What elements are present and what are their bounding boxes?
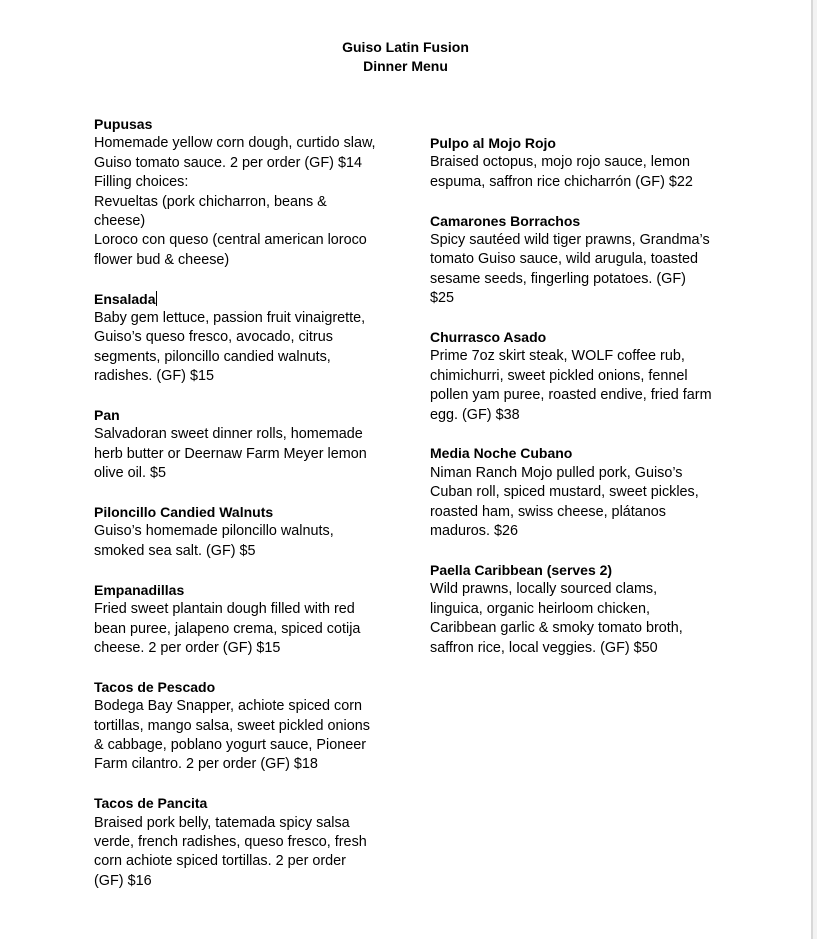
menu-title: Dinner Menu xyxy=(363,58,448,74)
menu-item-title: Pan xyxy=(94,407,120,424)
menu-item xyxy=(430,444,730,541)
menu-item-title: Tacos de Pescado xyxy=(94,678,216,695)
menu-item xyxy=(94,290,394,387)
menu-item xyxy=(94,406,394,484)
menu-item-title: Piloncillo Candied Walnuts xyxy=(94,504,274,521)
workspace-background xyxy=(813,0,817,939)
menu-item-title: Churrasco Asado xyxy=(430,329,547,346)
menu-item-description: Baby gem lettuce, passion fruit vinaigrette, Guiso’s queso fresco, avocado, citrus segments, piloncillo candied walnuts, radishes. (GF) $15 xyxy=(94,310,366,385)
menu-item xyxy=(94,581,394,659)
menu-item xyxy=(94,678,394,775)
menu-item-description: Salvadoran sweet dinner rolls, homemade herb butter or Deernaw Farm Meyer lemon olive oil. $5 xyxy=(94,426,367,482)
menu-item-description: Prime 7oz skirt steak, WOLF coffee rub, chimichurri, sweet pickled onions, fennel pollen yam puree, roasted endive, fried farm egg. (GF) $38 xyxy=(430,348,712,423)
menu-item-description: Wild prawns, locally sourced clams, linguica, organic heirloom chicken, Caribbean garlic & smoky tomato broth, saffron rice, local veggies. (GF) $50 xyxy=(430,581,683,656)
menu-item-description: Bodega Bay Snapper, achiote spiced corn tortillas, mango salsa, sweet pickled onions & cabbage, poblano yogurt sauce, Pioneer Farm cilantro. 2 per order (GF) $18 xyxy=(94,698,370,773)
right-column xyxy=(430,134,730,677)
menu-item xyxy=(94,115,394,270)
menu-item xyxy=(430,134,730,192)
menu-item-title: Ensalada xyxy=(94,290,156,307)
menu-item xyxy=(430,561,730,658)
menu-item-title: Pupusas xyxy=(94,116,153,132)
menu-item-title: Camarones Borrachos xyxy=(430,212,581,229)
restaurant-name: Guiso Latin Fusion xyxy=(342,39,469,55)
menu-item-description: Niman Ranch Mojo pulled pork, Guiso’s Cuban roll, spiced mustard, sweet pickles, roasted ham, swiss cheese, plátanos maduros. $26 xyxy=(430,464,699,540)
menu-item-description: Braised pork belly, tatemada spicy salsa verde, french radishes, queso fresco, fresh corn achiote spiced tortillas. 2 per order (GF) $16 xyxy=(94,814,367,889)
menu-item-title-with-cursor[interactable] xyxy=(94,290,394,309)
menu-item xyxy=(94,503,394,561)
menu-item xyxy=(430,328,730,425)
text-cursor xyxy=(156,291,157,306)
menu-item-description: Fried sweet plantain dough filled with red bean puree, jalapeno crema, spiced cotija cheese. 2 per order (GF) $15 xyxy=(94,601,361,656)
menu-item-title: Paella Caribbean (serves 2) xyxy=(430,561,613,578)
menu-item xyxy=(430,212,730,309)
menu-item-description: Spicy sautéed wild tiger prawns, Grandma’s tomato Guiso sauce, wild arugula, toasted sesame seeds, fingerling potatoes. (GF) $25 xyxy=(430,232,710,307)
menu-item-description: Braised octopus, mojo rojo sauce, lemon espuma, saffron rice chicharrón (GF) $22 xyxy=(430,154,693,190)
menu-header xyxy=(0,38,811,76)
menu-item-title: Empanadillas xyxy=(94,581,185,598)
left-column xyxy=(94,115,394,911)
menu-item-title: Tacos de Pancita xyxy=(94,795,208,812)
menu-item-description: Homemade yellow corn dough, curtido slaw, Guiso tomato sauce. 2 per order (GF) $14 Filling choices: Revueltas (pork chicharron, beans & cheese) Loroco con queso (central american loroco flower bud & cheese) xyxy=(94,135,376,268)
menu-item-title: Media Noche Cubano xyxy=(430,445,573,462)
menu-item-title: Pulpo al Mojo Rojo xyxy=(430,135,556,151)
menu-item xyxy=(94,794,394,891)
menu-item-description: Guiso’s homemade piloncillo walnuts, smoked sea salt. (GF) $5 xyxy=(94,523,334,559)
